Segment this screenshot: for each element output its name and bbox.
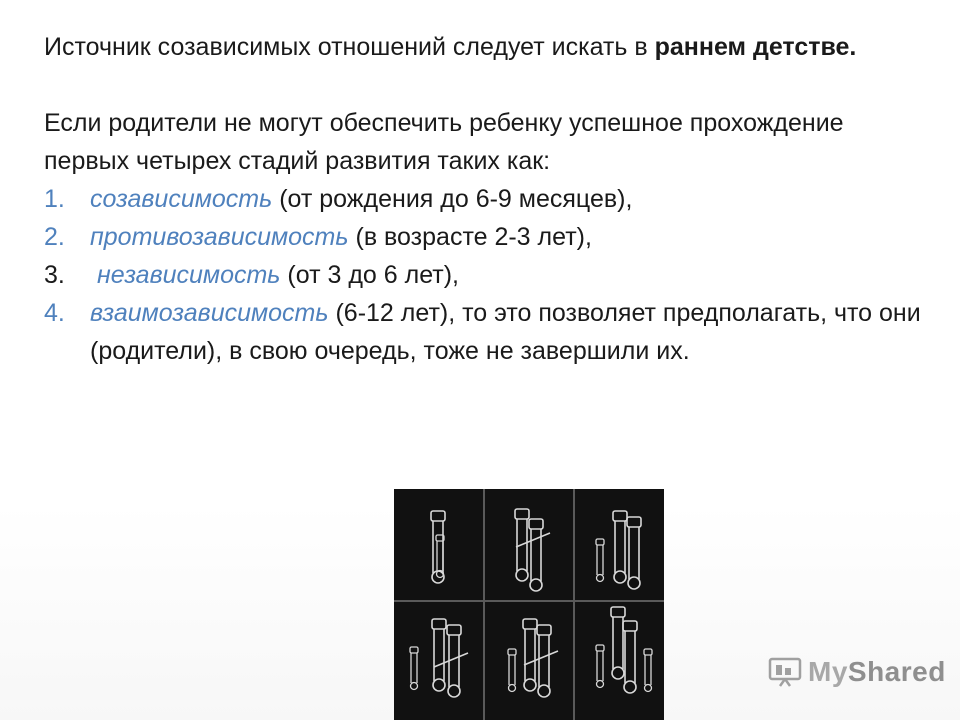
list-item-term: созависимость [90, 185, 273, 213]
safety-pins-image [394, 489, 664, 720]
safety-pins-illustration [394, 489, 664, 720]
list-item [44, 294, 924, 370]
list-item-text: (6-12 лет), то это позволяет предполагать, что они (родители), в свою очередь, тоже не завершили их. [90, 299, 921, 365]
list-item-number: 2. [44, 223, 65, 251]
slide-text [44, 28, 924, 370]
logo-text [808, 656, 946, 688]
list-item-term: противозависимость [90, 223, 349, 251]
logo-text-shared: Shared [847, 656, 946, 687]
condition-paragraph: Если родители не могут обеспечить ребенку успешное прохождение первых четырех стадий развития таких как: [44, 109, 844, 175]
stages-list [44, 180, 924, 370]
list-item-number: 1. [44, 185, 65, 213]
intro-paragraph [44, 28, 924, 66]
list-item-number: 3. [44, 261, 65, 289]
list-item [44, 180, 924, 218]
list-item [44, 218, 924, 256]
logo-text-my: My [808, 656, 848, 687]
list-item-text: (от рождения до 6-9 месяцев), [272, 185, 633, 213]
presentation-board-icon [768, 657, 802, 687]
list-item-text: (от 3 до 6 лет), [280, 261, 459, 289]
paragraph-gap [44, 66, 924, 104]
intro-bold-text: раннем детстве. [654, 33, 857, 61]
list-item-number: 4. [44, 299, 65, 327]
list-item [44, 256, 924, 294]
myshared-logo [768, 652, 946, 692]
list-item-term: независимость [90, 261, 281, 289]
intro-text: Источник созависимых отношений следует искать в [44, 33, 655, 61]
list-item-text: (в возрасте 2-3 лет), [348, 223, 592, 251]
list-item-term: взаимозависимость [90, 299, 329, 327]
